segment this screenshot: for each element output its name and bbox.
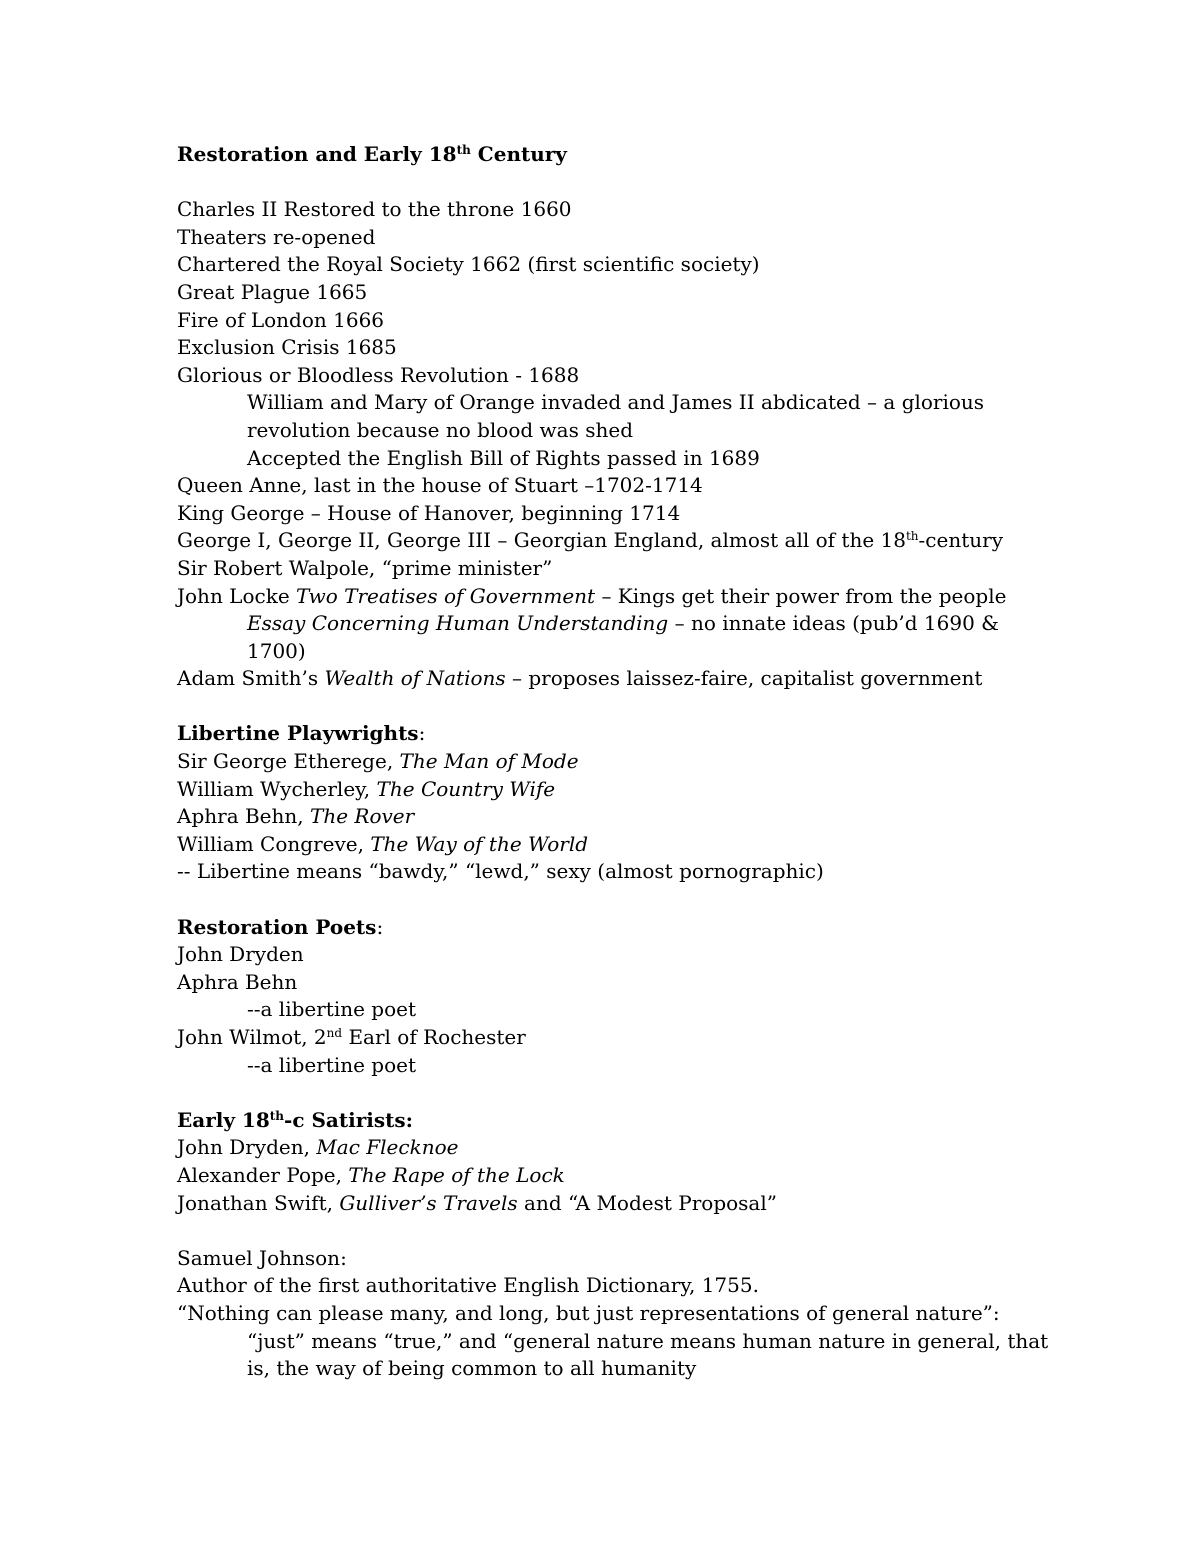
page-title: Restoration and Early 18th Century	[177, 142, 567, 166]
event-line: Theaters re-opened	[177, 224, 376, 249]
spacer	[177, 693, 1057, 721]
walpole-line: Sir Robert Walpole, “prime minister”	[177, 555, 553, 580]
poet-line: John Wilmot, 2nd Earl of Rochester	[177, 1025, 526, 1049]
poet-line: John Dryden	[177, 942, 304, 967]
event-line: Great Plague 1665	[177, 279, 368, 304]
satirist-line: Jonathan Swift, Gulliver’s Travels and “A Modest Proposal”	[177, 1190, 777, 1215]
satirists-heading: Early 18th-c Satirists:	[177, 1107, 414, 1132]
playwright-line: William Wycherley, The Country Wife	[177, 776, 556, 801]
johnson-gloss: “just” means “true,” and “general nature means human nature in general, that is, the way of being common to all humanity	[247, 1328, 1049, 1381]
satirist-line: Alexander Pope, The Rape of the Lock	[177, 1162, 565, 1187]
locke-essay-line: Essay Concerning Human Understanding – no innate ideas (pub’d 1690 & 1700)	[247, 611, 999, 663]
event-line: Fire of London 1666	[177, 307, 385, 332]
playwright-line: William Congreve, The Way of the World	[177, 831, 589, 856]
locke-line: John Locke Two Treatises of Government – Kings get their power from the people	[177, 583, 1007, 608]
johnson-quote: “Nothing can please many, and long, but just representations of general nature”:	[177, 1300, 1000, 1325]
poet-note: --a libertine poet	[247, 1052, 417, 1077]
playwright-line: Aphra Behn, The Rover	[177, 804, 415, 829]
smith-line: Adam Smith’s Wealth of Nations – proposes laissez-faire, capitalist government	[177, 666, 983, 691]
event-line: Exclusion Crisis 1685	[177, 335, 397, 360]
monarch-line: King George – House of Hanover, beginning 1714	[177, 500, 681, 525]
johnson-heading: Samuel Johnson:	[177, 1245, 347, 1270]
revolution-note: Accepted the English Bill of Rights passed in 1689	[247, 445, 760, 470]
poets-heading: Restoration Poets:	[177, 914, 384, 939]
georgian-line: George I, George II, George III – Georgian England, almost all of the 18th-century	[177, 528, 1003, 553]
satirist-line: John Dryden, Mac Flecknoe	[177, 1135, 459, 1160]
johnson-line: Author of the first authoritative English Dictionary, 1755.	[177, 1273, 759, 1298]
spacer	[177, 1217, 1057, 1245]
revolution-note: William and Mary of Orange invaded and James II abdicated – a glorious revolution because no blood was shed	[247, 390, 985, 442]
poet-line: Aphra Behn	[177, 969, 298, 994]
libertine-note: -- Libertine means “bawdy,” “lewd,” sexy (almost pornographic)	[177, 859, 824, 884]
spacer	[177, 886, 1057, 914]
poet-note: --a libertine poet	[247, 997, 417, 1022]
spacer	[177, 169, 1057, 197]
event-line: Chartered the Royal Society 1662 (first scientific society)	[177, 252, 760, 277]
playwright-line: Sir George Etherege, The Man of Mode	[177, 749, 579, 774]
event-line: Charles II Restored to the throne 1660	[177, 197, 572, 222]
spacer	[177, 1079, 1057, 1107]
libertine-heading: Libertine Playwrights:	[177, 721, 426, 746]
document-body	[177, 141, 1057, 1383]
monarch-line: Queen Anne, last in the house of Stuart –1702-1714	[177, 473, 703, 498]
event-line: Glorious or Bloodless Revolution - 1688	[177, 362, 580, 387]
